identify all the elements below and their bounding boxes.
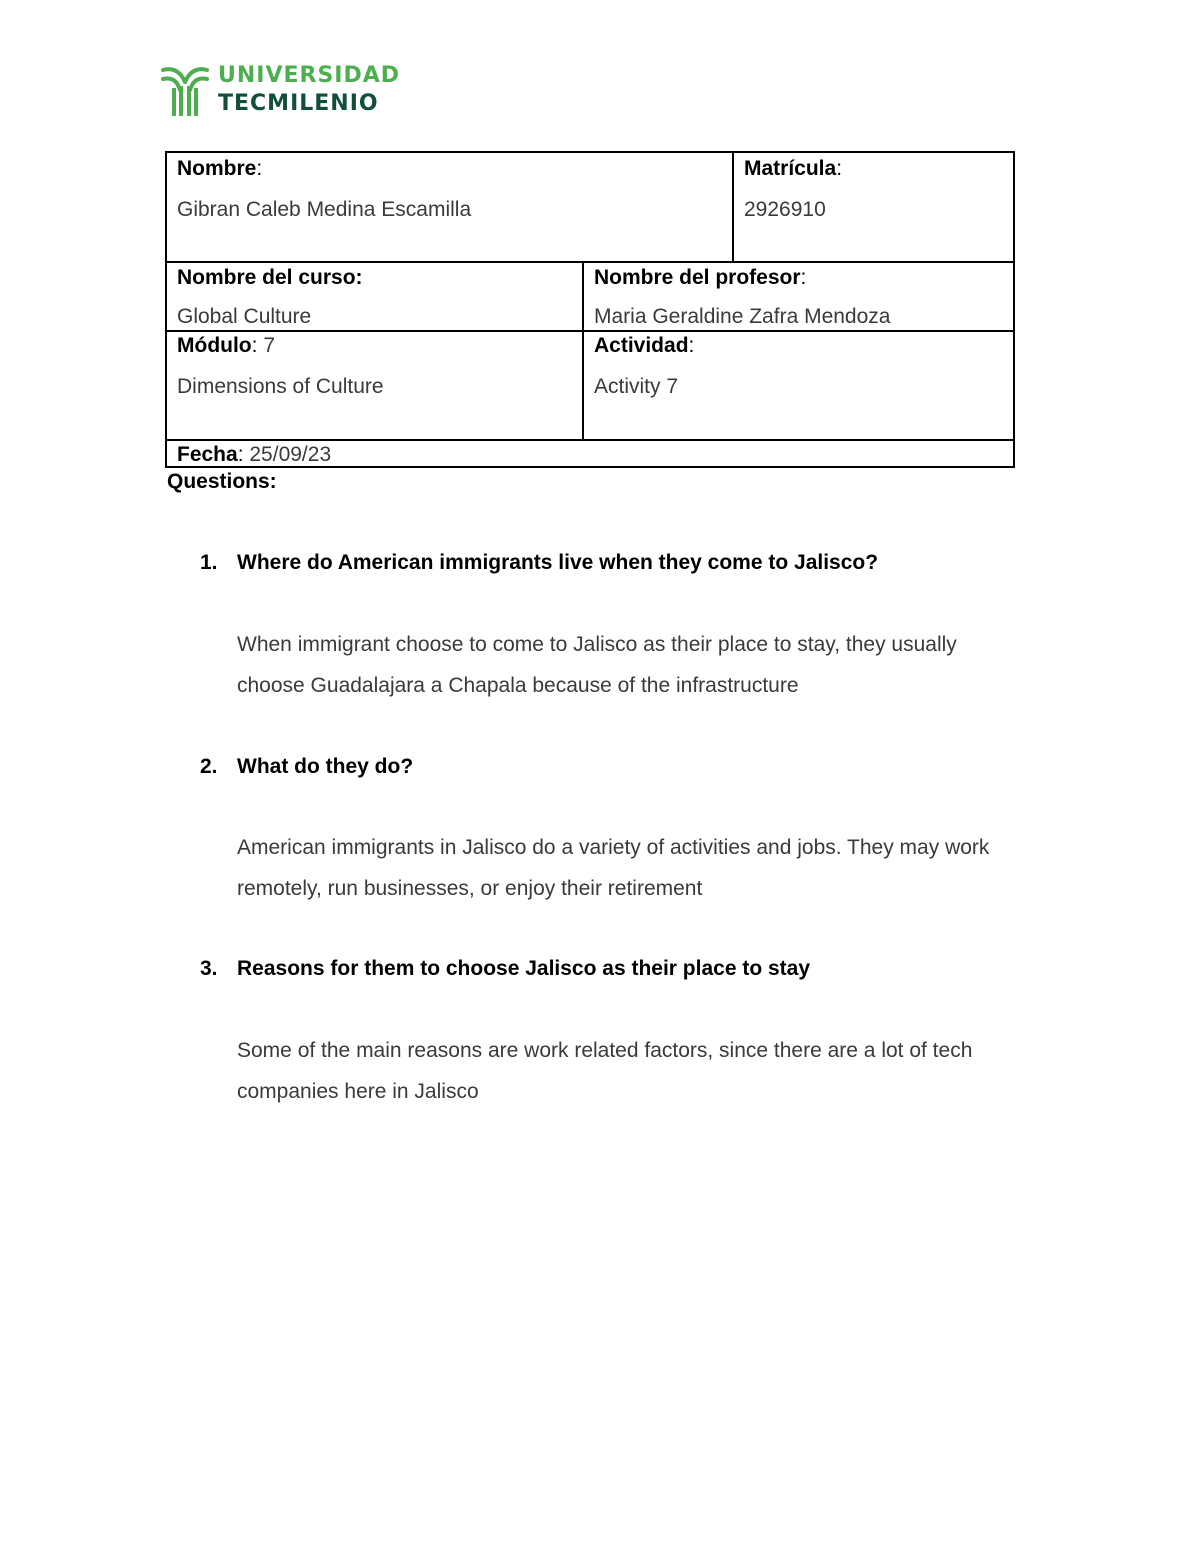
modulo-label: Módulo: [177, 334, 252, 357]
nombre-cell: Nombre: Gibran Caleb Medina Escamilla: [167, 153, 732, 261]
curso-cell: [167, 263, 582, 330]
nombre-value: Gibran Caleb Medina Escamilla: [177, 198, 472, 221]
answer-1: When immigrant choose to come to Jalisco as their place to stay, they usually choose Guadalajara a Chapala because of the infrastructure: [237, 633, 957, 697]
answer-3: Some of the main reasons are work related factors, since there are a lot of tech companies here in Jalisco: [237, 1039, 973, 1103]
modulo-name: Dimensions of Culture: [177, 375, 384, 398]
fecha-value: 25/09/23: [249, 443, 332, 466]
answer-2: American immigrants in Jalisco do a variety of activities and jobs. They may work remotely, run businesses, or enjoy their retirement: [237, 836, 990, 900]
matricula-label: Matrícula: [744, 157, 837, 180]
university-logo: [160, 62, 400, 118]
question-2: [200, 755, 413, 779]
nombre-label: Nombre: [177, 157, 257, 180]
student-info-table: [165, 151, 1015, 468]
question-text: Where do American immigrants live when they come to Jalisco?: [237, 551, 879, 574]
questions-heading: Questions:: [167, 470, 277, 493]
actividad-label: Actividad: [594, 334, 689, 357]
question-number: 1.: [200, 551, 218, 574]
fecha-cell: Fecha: 25/09/23: [177, 443, 332, 466]
modulo-cell: Módulo: 7 Dimensions of Culture: [167, 332, 582, 439]
question-text: What do they do?: [237, 755, 414, 778]
modulo-number: 7: [263, 334, 275, 357]
matricula-value: 2926910: [744, 198, 826, 221]
fecha-label: Fecha: [177, 443, 238, 466]
question-text: Reasons for them to choose Jalisco as their place to stay: [237, 957, 811, 980]
curso-label: Nombre del curso:: [177, 266, 363, 289]
profesor-label: Nombre del profesor: [594, 266, 801, 289]
profesor-value: Maria Geraldine Zafra Mendoza: [594, 305, 891, 328]
curso-value: Global Culture: [177, 305, 312, 328]
question-3: [200, 957, 810, 981]
question-number: 3.: [200, 957, 218, 980]
question-number: 2.: [200, 755, 218, 778]
question-1: [200, 551, 878, 575]
profesor-cell: Nombre del profesor: Maria Geraldine Zafra Mendoza: [584, 263, 1013, 330]
logo-text-universidad: UNIVERSIDAD: [218, 63, 401, 88]
tecmilenio-leaf-icon: [160, 62, 210, 118]
actividad-value: Activity 7: [594, 375, 679, 398]
logo-text-tecmilenio: TECMILENIO: [218, 91, 379, 116]
matricula-cell: Matrícula: 2926910: [734, 153, 1013, 261]
actividad-cell: Actividad: Activity 7: [584, 332, 1013, 439]
